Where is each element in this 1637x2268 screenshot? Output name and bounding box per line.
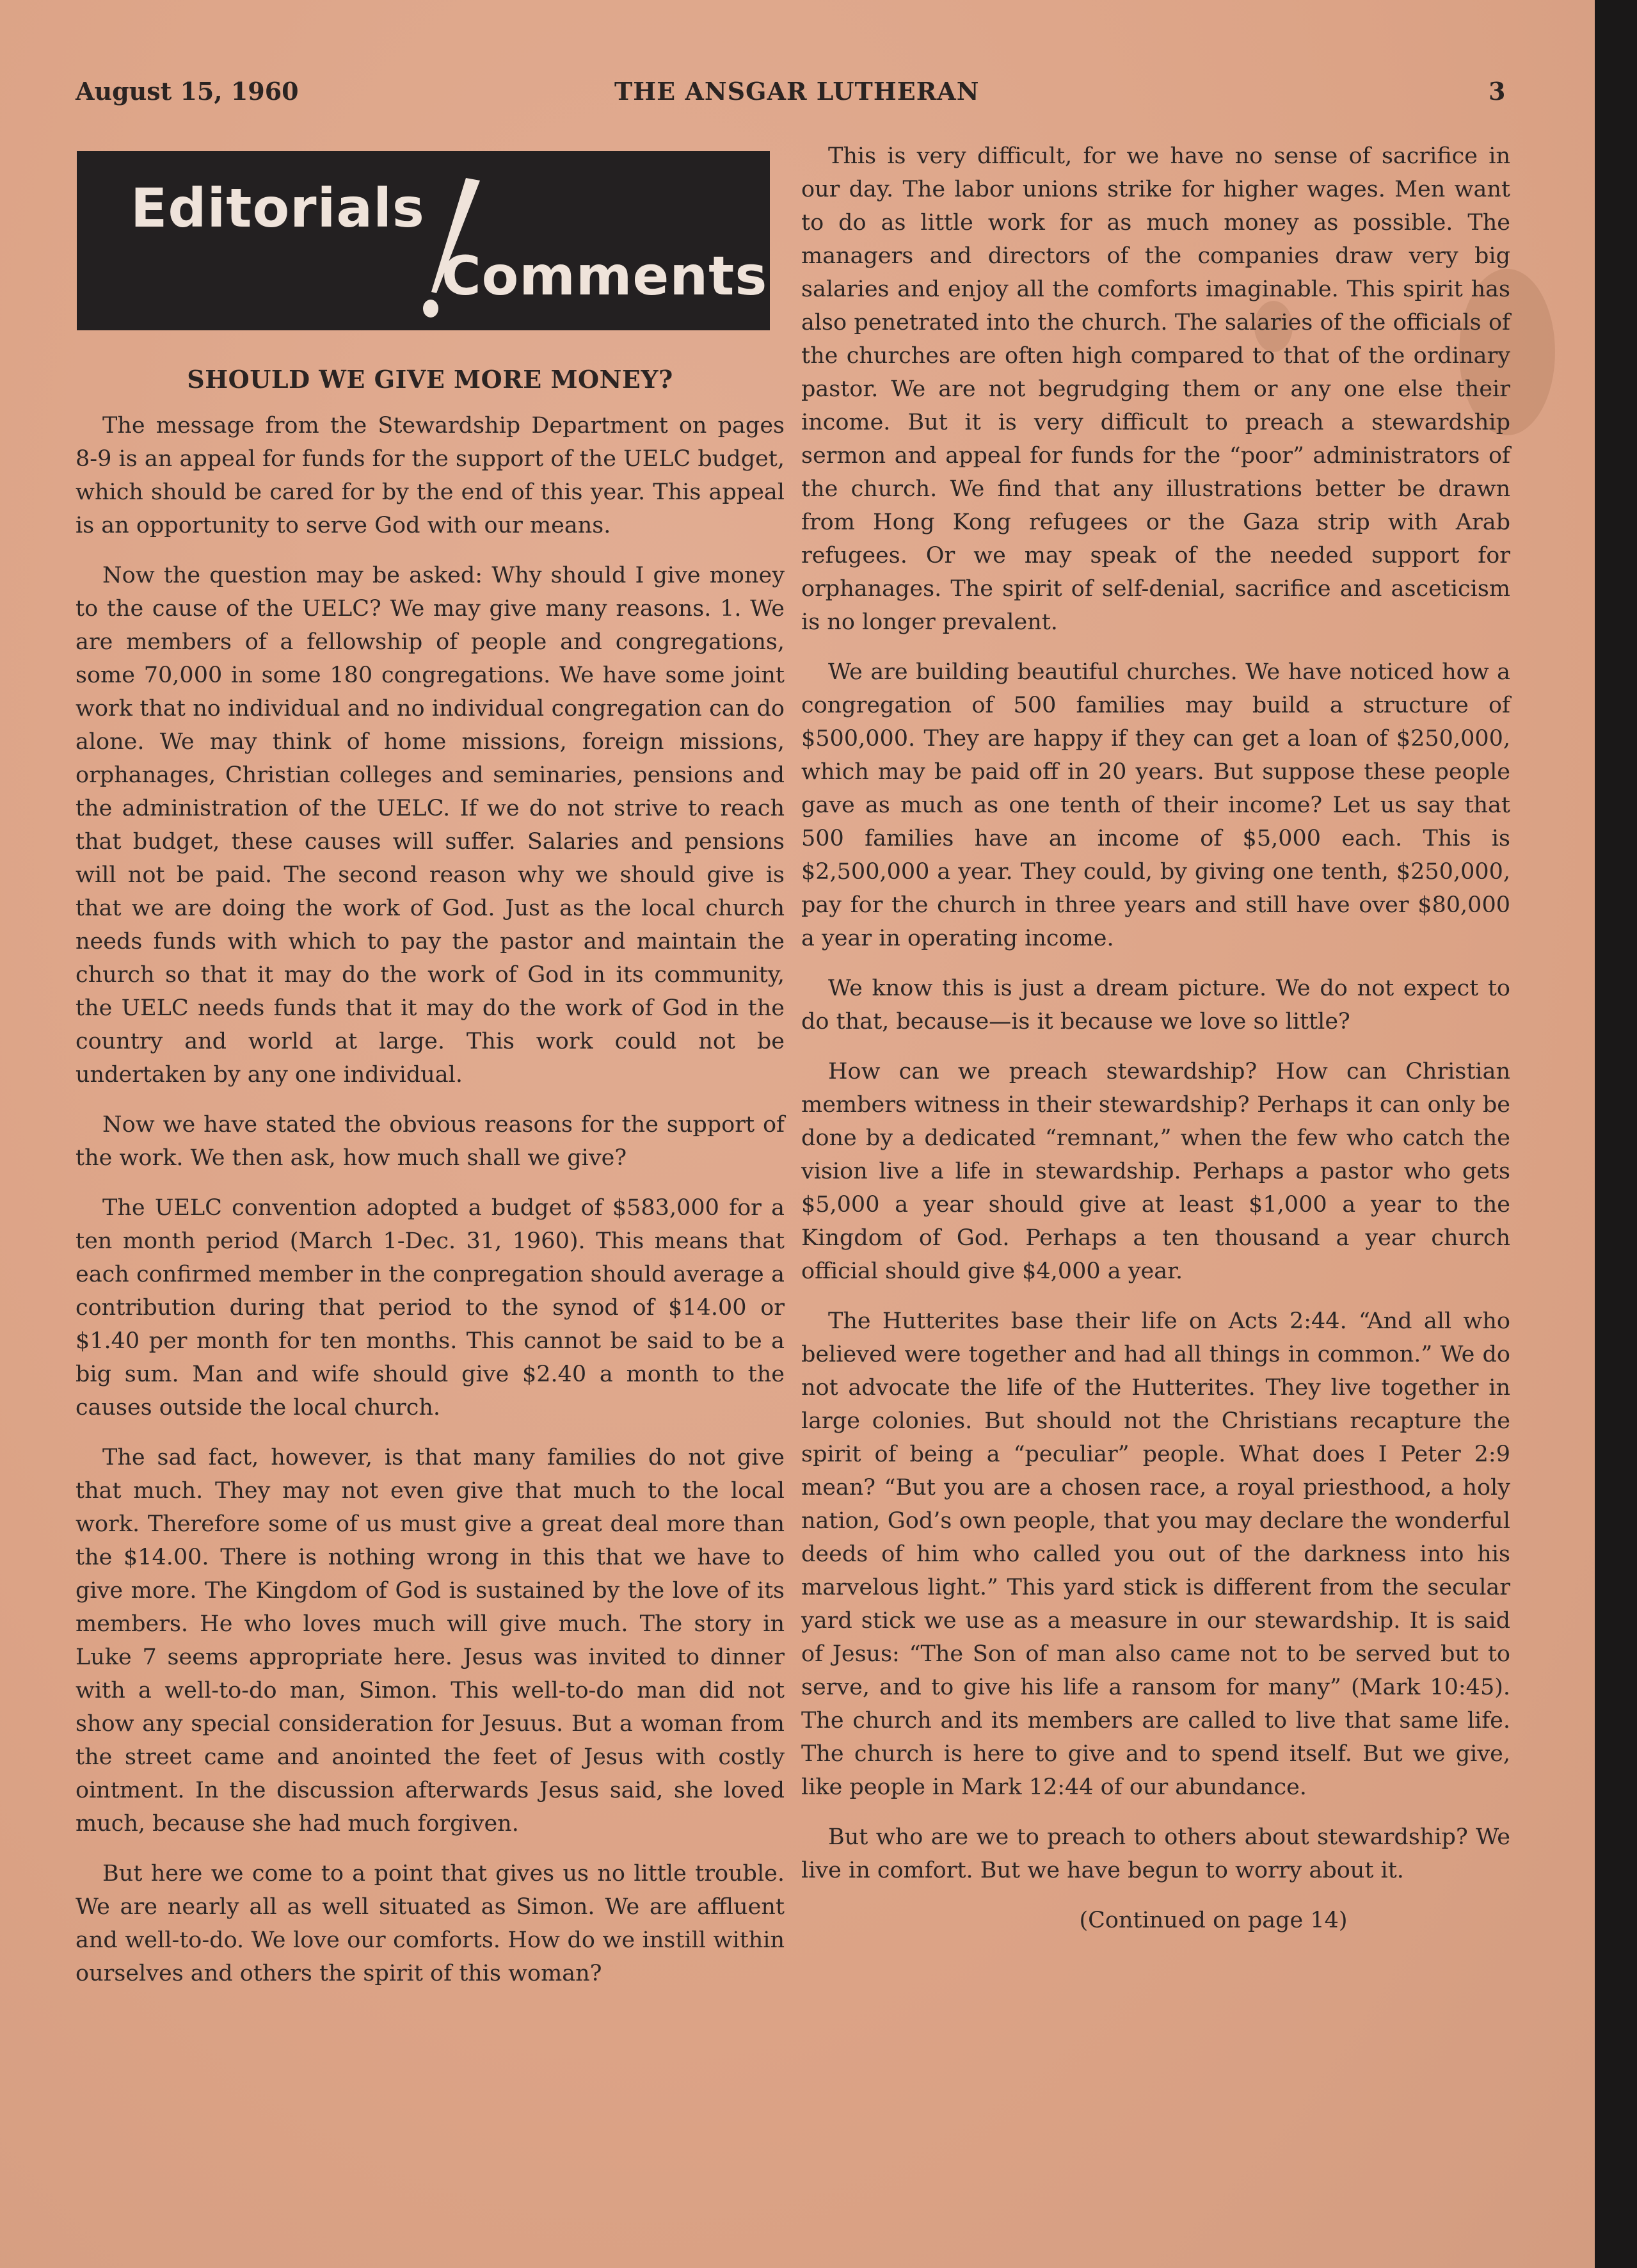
paragraph: The Hutterites base their life on Acts 2:44. “And all who believed were together and had all things in common.” We do not advocate the life of the Hutterites. They live together in large colonies. But should not the Christians recapture the spirit of being a “peculiar” people. What does I Peter 2:9 mean? “But you are a chosen race, a royal priesthood, a holy nation, God’s own people, that you may declare the wonderful deeds of him who called you out of the darkness into his marvelous light.” This yard stick is different from the secular yard stick we use as a measure in our stewardship. It is said of Jesus: “The Son of man also came not to be served but to serve, and to give his life a ransom for many” (Mark 10:45). The church and its members are called to live that same life. The church is here to give and to spend itself. But we give, like people in Mark 12:44 of our abundance. bbox=[801, 1308, 1510, 1800]
paragraph: We know this is just a dream picture. We do not expect to do that, because—is it because we love so little? bbox=[801, 976, 1510, 1034]
page-number: 3 bbox=[1489, 77, 1506, 106]
paragraph: We are building beautiful churches. We have noticed how a congregation of 500 families may build a structure of $500,000. They are happy if they can get a loan of $250,000, which may be paid off in 20 years. But suppose these people gave as much as one tenth of their income? Let us say that 500 families have an income of $5,000 each. This is $2,500,000 a year. They could, by giving one tenth, $250,000, pay for the church in three years and still have over $80,000 a year in operating income. bbox=[801, 659, 1510, 951]
banner-word-editorials: Editorials bbox=[131, 177, 425, 239]
paragraph: Now the question may be asked: Why should I give money to the cause of the UELC? We may give many reasons. 1. We are members of a fellowship of people and congregations, some 70,000 in some 180 congregations. We have some joint work that no individual and no individual congregation can do alone. We may think of home missions, foreign missions, orphanages, Christian colleges and seminaries, pensions and the administration of the UELC. If we do not strive to reach that budget, these causes will suffer. Salaries and pensions will not be paid. The second reason why we should give is that we are doing the work of God. Just as the local church needs funds with which to pay the pastor and maintain the church so that it may do the work of God in its community, the UELC needs funds that it may do the work of God in the country and world at large. This work could not be undertaken by any one individual. bbox=[76, 563, 785, 1088]
paragraph: The UELC convention adopted a budget of $583,000 for a ten month period (March 1-Dec. 31, 1960). This means that each confirmed member in the conpregation should average a contribution during that period to the synod of $14.00 or $1.40 per month for ten months. This cannot be said to be a big sum. Man and wife should give $2.40 a month to the causes outside the local church. bbox=[76, 1195, 785, 1420]
publication-title: THE ANSGAR LUTHERAN bbox=[614, 77, 980, 106]
paragraph: This is very difficult, for we have no sense of sacrifice in our day. The labor unions strike for higher wages. Men want to do as little work for as much money as possible. The managers and directors of the companies draw very big salaries and enjoy all the comforts imaginable. This spirit has also penetrated into the church. The salaries of the officials of the churches are often high compared to that of the ordinary pastor. We are not begrudging them or any one else their income. But it is very difficult to preach a stewardship sermon and appeal for funds for the “poor” administrators of the church. We find that any illustrations better be drawn from Hong Kong refugees or the Gaza strip with Arab refugees. Or we may speak of the needed support for orphanages. The spirit of self-denial, sacrifice and asceticism is no longer prevalent. bbox=[801, 143, 1510, 635]
paragraph: How can we preach stewardship? How can Christian members witness in their stewardship? Perhaps it can only be done by a dedicated “remnant,” when the few who catch the vision live a life in stewardship. Perhaps a pastor who gets $5,000 a year should give at least $1,000 a year to the Kingdom of God. Perhaps a ten thousand a year church official should give $4,000 a year. bbox=[801, 1059, 1510, 1284]
continued-note: (Continued on page 14) bbox=[1079, 1908, 1348, 1933]
issue-date: August 15, 1960 bbox=[76, 77, 299, 106]
paragraph: The message from the Stewardship Department on pages 8-9 is an appeal for funds for the support of the UELC budget, which should be cared for by the end of this year. This appeal is an opportunity to serve God with our means. bbox=[76, 413, 785, 538]
left-column bbox=[76, 346, 785, 2007]
editorials-comments-banner bbox=[77, 151, 770, 330]
paragraph: Now we have stated the obvious reasons for the support of the work. We then ask, how much shall we give? bbox=[76, 1112, 785, 1171]
right-column bbox=[801, 140, 1510, 1954]
paragraph: But here we come to a point that gives us no little trouble. We are nearly all as well situated as Simon. We are affluent and well-to-do. We love our comforts. How do we instill within ourselves and others the spirit of this woman? bbox=[76, 1861, 785, 1986]
paragraph: The sad fact, however, is that many families do not give that much. They may not even give that much to the local work. Therefore some of us must give a great deal more than the $14.00. There is nothing wrong in this that we have to give more. The Kingdom of God is sustained by the love of its members. He who loves much will give much. The story in Luke 7 seems appropriate here. Jesus was invited to dinner with a well-to-do man, Simon. This well-to-do man did not show any special consideration for Jesuus. But a woman from the street came and anointed the feet of Jesus with costly ointment. In the discussion afterwards Jesus said, she loved much, because she had much forgiven. bbox=[76, 1445, 785, 1837]
banner-word-comments: Comments bbox=[442, 245, 768, 307]
paragraph: But who are we to preach to others about stewardship? We live in comfort. But we have begun to worry about it. bbox=[801, 1824, 1510, 1883]
article-title: SHOULD WE GIVE MORE MONEY? bbox=[187, 365, 673, 394]
scan-edge bbox=[1595, 0, 1637, 2268]
